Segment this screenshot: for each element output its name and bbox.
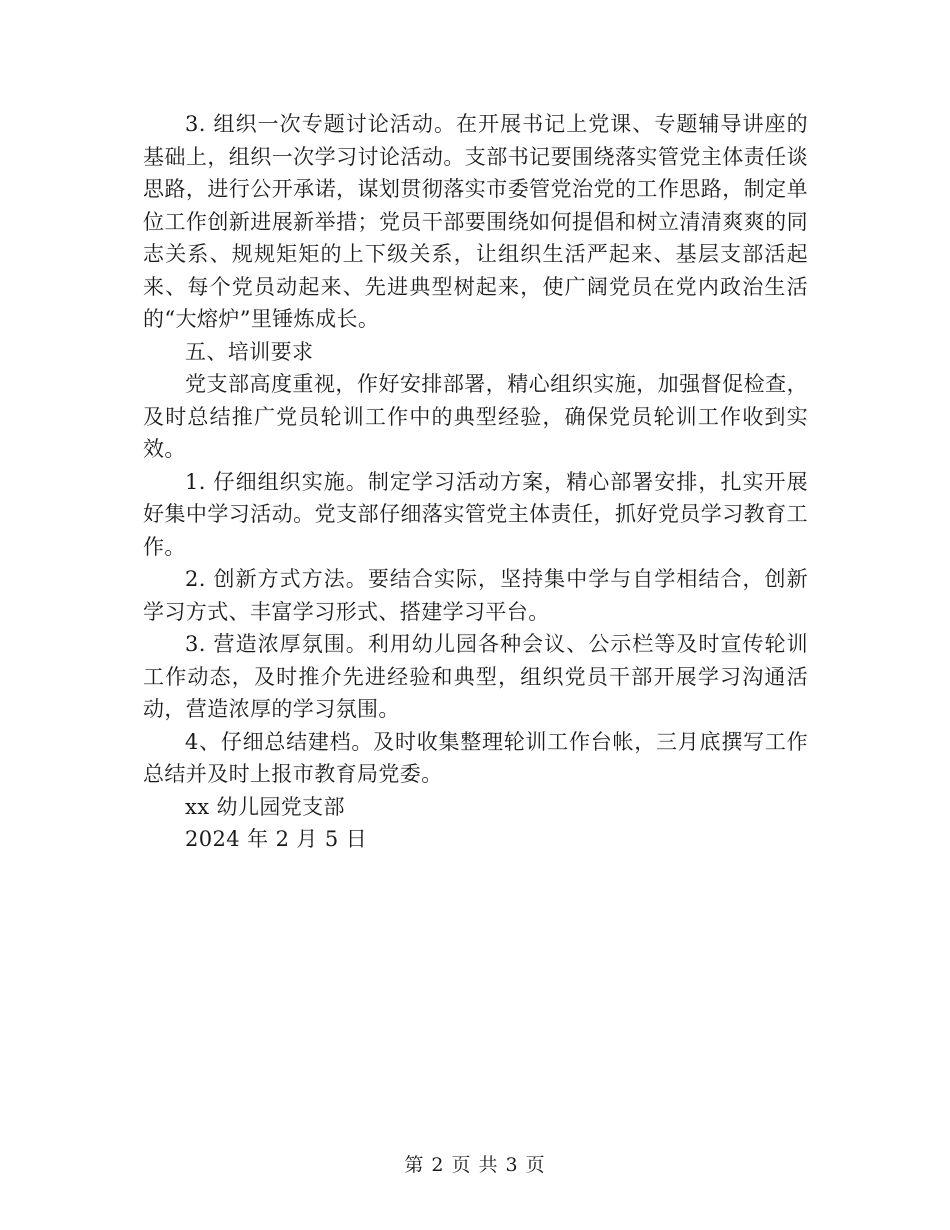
list-item: 3. 营造浓厚氛围。利用幼儿园各种会议、公示栏等及时宣传轮训工作动态，及时推介先进经验和典型，组织党员干部开展学习沟通活动，营造浓厚的学习氛围。: [143, 632, 808, 721]
list-item: 2. 创新方式方法。要结合实际，坚持集中学与自学相结合，创新学习方式、丰富学习形式、搭建学习平台。: [143, 567, 808, 624]
section-intro-paragraph: 党支部高度重视，作好安排部署，精心组织实施，加强督促检查，及时总结推广党员轮训工作中的典型经验，确保党员轮训工作收到实效。: [143, 372, 808, 461]
section-heading: 五、培训要求: [185, 339, 314, 364]
list-item: 4、仔细总结建档。及时收集整理轮训工作台帐，三月底撰写工作总结并及时上报市教育局党委。: [143, 729, 808, 786]
signature-organization: xx 幼儿园党支部: [185, 794, 345, 819]
signature-date: 2024 年 2 月 5 日: [185, 827, 368, 851]
list-item: 1. 仔细组织实施。制定学习活动方案，精心部署安排，扎实开展好集中学习活动。党支部仔细落实管党主体责任，抓好党员学习教育工作。: [143, 469, 808, 559]
paragraph-discussion-activity: 3. 组织一次专题讨论活动。在开展书记上党课、专题辅导讲座的基础上，组织一次学习讨论活动。支部书记要围绕落实管党主体责任谈思路，进行公开承诺，谋划贯彻落实市委管党治党的工作思路，制定单位工作创新进展新举措；党员干部要围绕如何提倡和树立清清爽爽的同志关系、规规矩矩的上下级关系，让组织生活严起来、基层支部活起来、每个党员动起来、先进典型树起来，使广阔党员在党内政治生活的“大熔炉”里锤炼成长。: [143, 112, 808, 331]
page-number-footer: 第 2 页 共 3 页: [404, 1154, 546, 1176]
document-body: [143, 108, 808, 856]
